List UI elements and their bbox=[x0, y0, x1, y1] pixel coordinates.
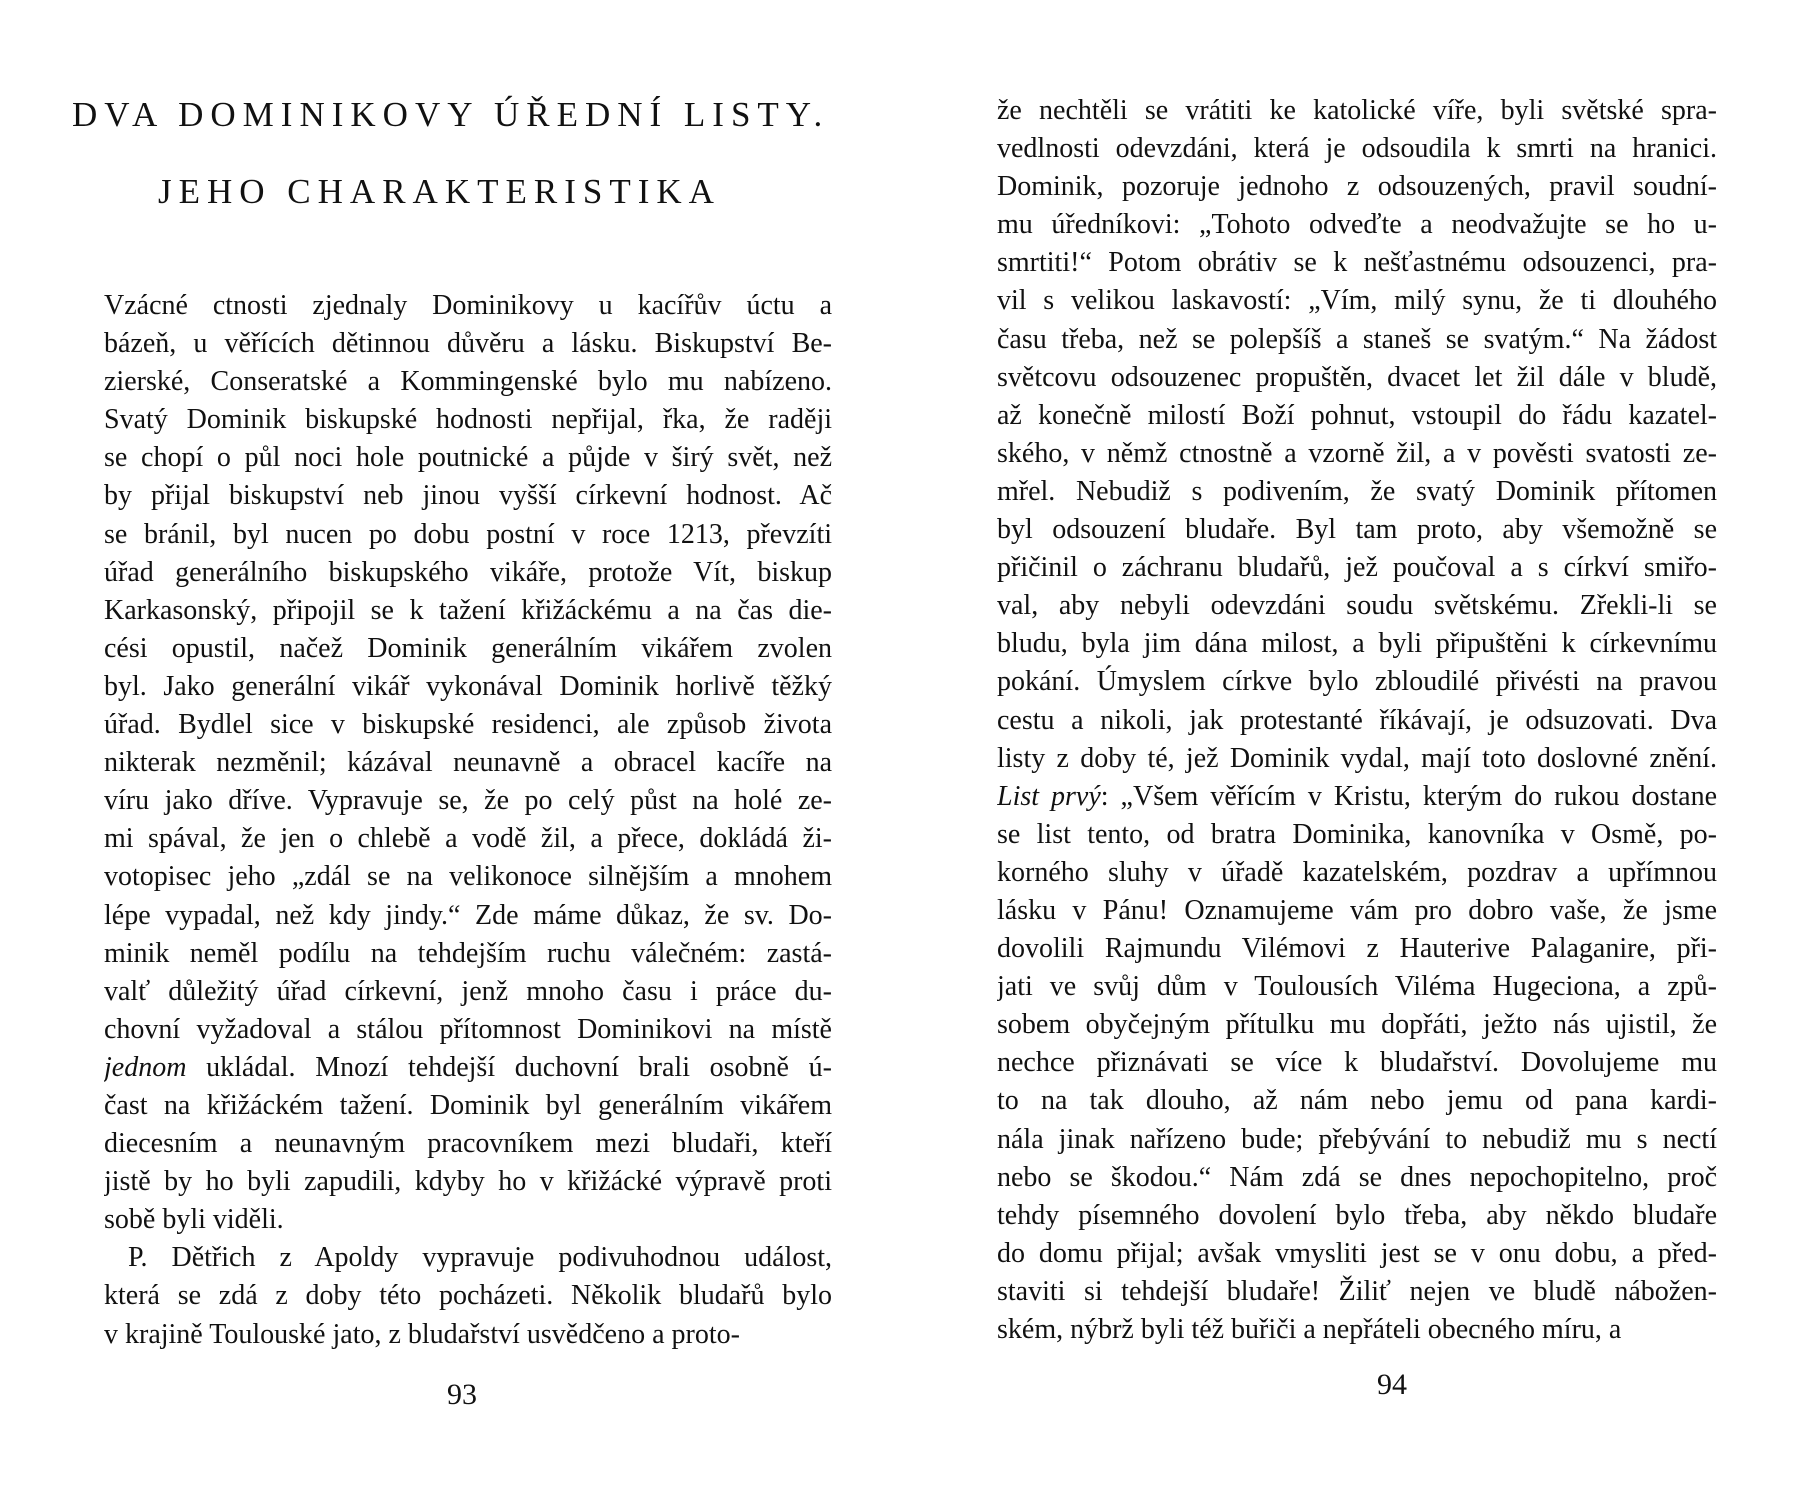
text-line: vil s velikou laskavostí: „Vím, milý synu, že ti dlouhého bbox=[997, 285, 1717, 317]
text-line: byl. Jako generální vikář vykonával Dominik horlivě těžký bbox=[104, 670, 832, 702]
page-number: 93 bbox=[447, 1378, 477, 1411]
text-line: smrtiti!“ Potom obrátiv se k nešťastnému odsouzenci, pra- bbox=[997, 247, 1717, 279]
text-line: nikterak nezměnil; kázával neunavně a obracel kacíře na bbox=[104, 747, 832, 779]
text-line: cési opustil, načež Dominik generálním vikářem zvolen bbox=[104, 632, 832, 664]
chapter-subheading: JEHO CHARAKTERISTIKA bbox=[158, 172, 721, 211]
text-line: sobem obyčejným přítulku mu dopřáti, ježto nás ujistil, že bbox=[997, 1009, 1717, 1041]
text-line: se list tento, od bratra Dominika, kanovníka v Osmě, po- bbox=[997, 818, 1717, 850]
text-line: v krajině Toulouské jato, z bludařství usvědčeno a proto- bbox=[104, 1318, 740, 1350]
text-line: se bránil, byl nucen po dobu postní v roce 1213, převzíti bbox=[104, 518, 832, 550]
text-line: úřad. Bydlel sice v biskupské residenci, ale způsob života bbox=[104, 709, 832, 741]
page-number: 94 bbox=[1377, 1368, 1407, 1401]
text-line: sobě byli viděli. bbox=[104, 1204, 284, 1236]
text-line: nechce přiznávati se více k bludařství. Dovolujeme mu bbox=[997, 1047, 1717, 1079]
text-line: to na tak dlouho, až nám nebo jemu od pana kardi- bbox=[997, 1085, 1717, 1117]
text-line: val, aby nebyli odevzdáni soudu světskému. Zřekli-li se bbox=[997, 590, 1717, 622]
text-line: Svatý Dominik biskupské hodnosti nepřijal, řka, že raději bbox=[104, 404, 832, 436]
text-line: bázeň, u věřících dětinnou důvěru a lásku. Biskupství Be- bbox=[104, 328, 832, 360]
text-line: bludu, byla jim dána milost, a byli připuštěni k církevnímu bbox=[997, 628, 1717, 660]
text-line: že nechtěli se vrátiti ke katolické víře, byli světské spra- bbox=[997, 95, 1717, 126]
text-line: času třeba, než se polepšíš a staneš se svatým.“ Na žádost bbox=[997, 323, 1717, 355]
text-line: by přijal biskupství neb jinou vyšší církevní hodnost. Ač bbox=[104, 480, 832, 512]
text-line: nála jinak nařízeno bude; přebývání to nebudiž mu s nectí bbox=[997, 1123, 1717, 1155]
text-line: jati ve svůj dům v Toulousích Viléma Hugeciona, a způ- bbox=[997, 971, 1717, 1003]
text-line: P. Dětřich z Apoldy vypravuje podivuhodnou událost, bbox=[128, 1242, 832, 1274]
text-line: cestu a nikoli, jak protestanté říkávají, je odsuzovati. Dva bbox=[997, 704, 1717, 736]
text-line: chovní vyžadoval a stálou přítomnost Dominikovi na místě bbox=[104, 1013, 832, 1045]
text-line: mřel. Nebudiž s podivením, že svatý Dominik přítomen bbox=[997, 475, 1717, 507]
text-line: pokání. Úmyslem církve bylo zbloudilé přivésti na pravou bbox=[997, 666, 1717, 698]
text-line: čast na křižáckém tažení. Dominik byl generálním vikářem bbox=[104, 1089, 832, 1121]
text-line: lépe vypadal, než kdy jindy.“ Zde máme důkaz, že sv. Do- bbox=[104, 899, 832, 931]
text-line: nebo se škodou.“ Nám zdá se dnes nepochopitelno, proč bbox=[997, 1161, 1717, 1193]
text-line: korného sluhy v úřadě kazatelském, pozdrav a upřímnou bbox=[997, 856, 1717, 888]
text-line: List prvý: „Všem věřícím v Kristu, kterým do rukou dostane bbox=[997, 780, 1717, 812]
text-line: tehdy písemného dovolení bylo třeba, aby někdo bludaře bbox=[997, 1199, 1717, 1231]
text-line: dovolili Rajmundu Vilémovi z Hauterive Palaganire, při- bbox=[997, 933, 1717, 965]
text-line: se chopí o půl noci hole poutnické a půjde v širý svět, než bbox=[104, 442, 832, 474]
right-page bbox=[907, 0, 1814, 1500]
text-line: až konečně milostí Boží pohnut, vstoupil do řádu kazatel- bbox=[997, 399, 1717, 431]
text-line: víru jako dříve. Vypravuje se, že po celý půst na holé ze- bbox=[104, 785, 832, 817]
right-page-body-text bbox=[997, 92, 1717, 1349]
text-line: jistě by ho byli zapudili, kdyby ho v křižácké výpravě proti bbox=[104, 1166, 832, 1198]
text-line: zierské, Conseratské a Kommingenské bylo mu nabízeno. bbox=[104, 366, 832, 398]
text-line: která se zdá z doby této pocházeti. Několik bludařů bylo bbox=[104, 1280, 832, 1312]
text-line: diecesním a neunavným pracovníkem mezi bludaři, kteří bbox=[104, 1128, 832, 1160]
chapter-heading: DVA DOMINIKOVY ÚŘEDNÍ LISTY. bbox=[72, 95, 830, 134]
text-line: listy z doby té, jež Dominik vydal, mají toto doslovné znění. bbox=[997, 742, 1717, 774]
left-page-body-text bbox=[104, 287, 832, 1354]
text-line: Dominik, pozoruje jednoho z odsouzených, pravil soudní- bbox=[997, 171, 1717, 203]
text-line: minik neměl podílu na tehdejším ruchu válečném: zastá- bbox=[104, 937, 832, 969]
text-line: ského, v němž ctnostně a vzorně žil, a v pověsti svatosti ze- bbox=[997, 437, 1717, 469]
text-line: světcovu odsouzenec propuštěn, dvacet let žil dále v bludě, bbox=[997, 361, 1717, 393]
text-line: do domu přijal; avšak vmysliti jest se v onu dobu, a před- bbox=[997, 1237, 1717, 1269]
text-line: staviti si tehdejší bludaře! Žiliť nejen ve bludě nábožen- bbox=[997, 1275, 1717, 1307]
text-line: úřad generálního biskupského vikáře, protože Vít, biskup bbox=[104, 556, 832, 588]
text-line: ském, nýbrž byli též buřiči a nepřáteli obecného míru, a bbox=[997, 1314, 1622, 1345]
text-line: Vzácné ctnosti zjednaly Dominikovy u kacířův úctu a bbox=[104, 290, 832, 321]
text-line: jednom ukládal. Mnozí tehdejší duchovní brali osobně ú- bbox=[104, 1051, 832, 1083]
text-line: přičinil o záchranu bludařů, jež poučoval a s církví smiřo- bbox=[997, 552, 1717, 584]
text-line: lásku v Pánu! Oznamujeme vám pro dobro vaše, že jsme bbox=[997, 894, 1717, 926]
text-line: byl odsouzení bludaře. Byl tam proto, aby všemožně se bbox=[997, 514, 1717, 546]
text-line: mu úředníkovi: „Tohoto odveďte a neodvažujte se ho u- bbox=[997, 209, 1717, 241]
text-line: Karkasonský, připojil se k tažení křižáckému a na čas die- bbox=[104, 594, 832, 626]
text-line: votopisec jeho „zdál se na velikonoce silnějším a mnohem bbox=[104, 861, 832, 893]
text-line: mi spával, že jen o chlebě a vodě žil, a přece, dokládá ži- bbox=[104, 823, 832, 855]
text-line: valť důležitý úřad církevní, jenž mnoho času i práce du- bbox=[104, 975, 832, 1007]
text-line: vedlnosti odevzdáni, která je odsoudila k smrti na hranici. bbox=[997, 133, 1717, 165]
